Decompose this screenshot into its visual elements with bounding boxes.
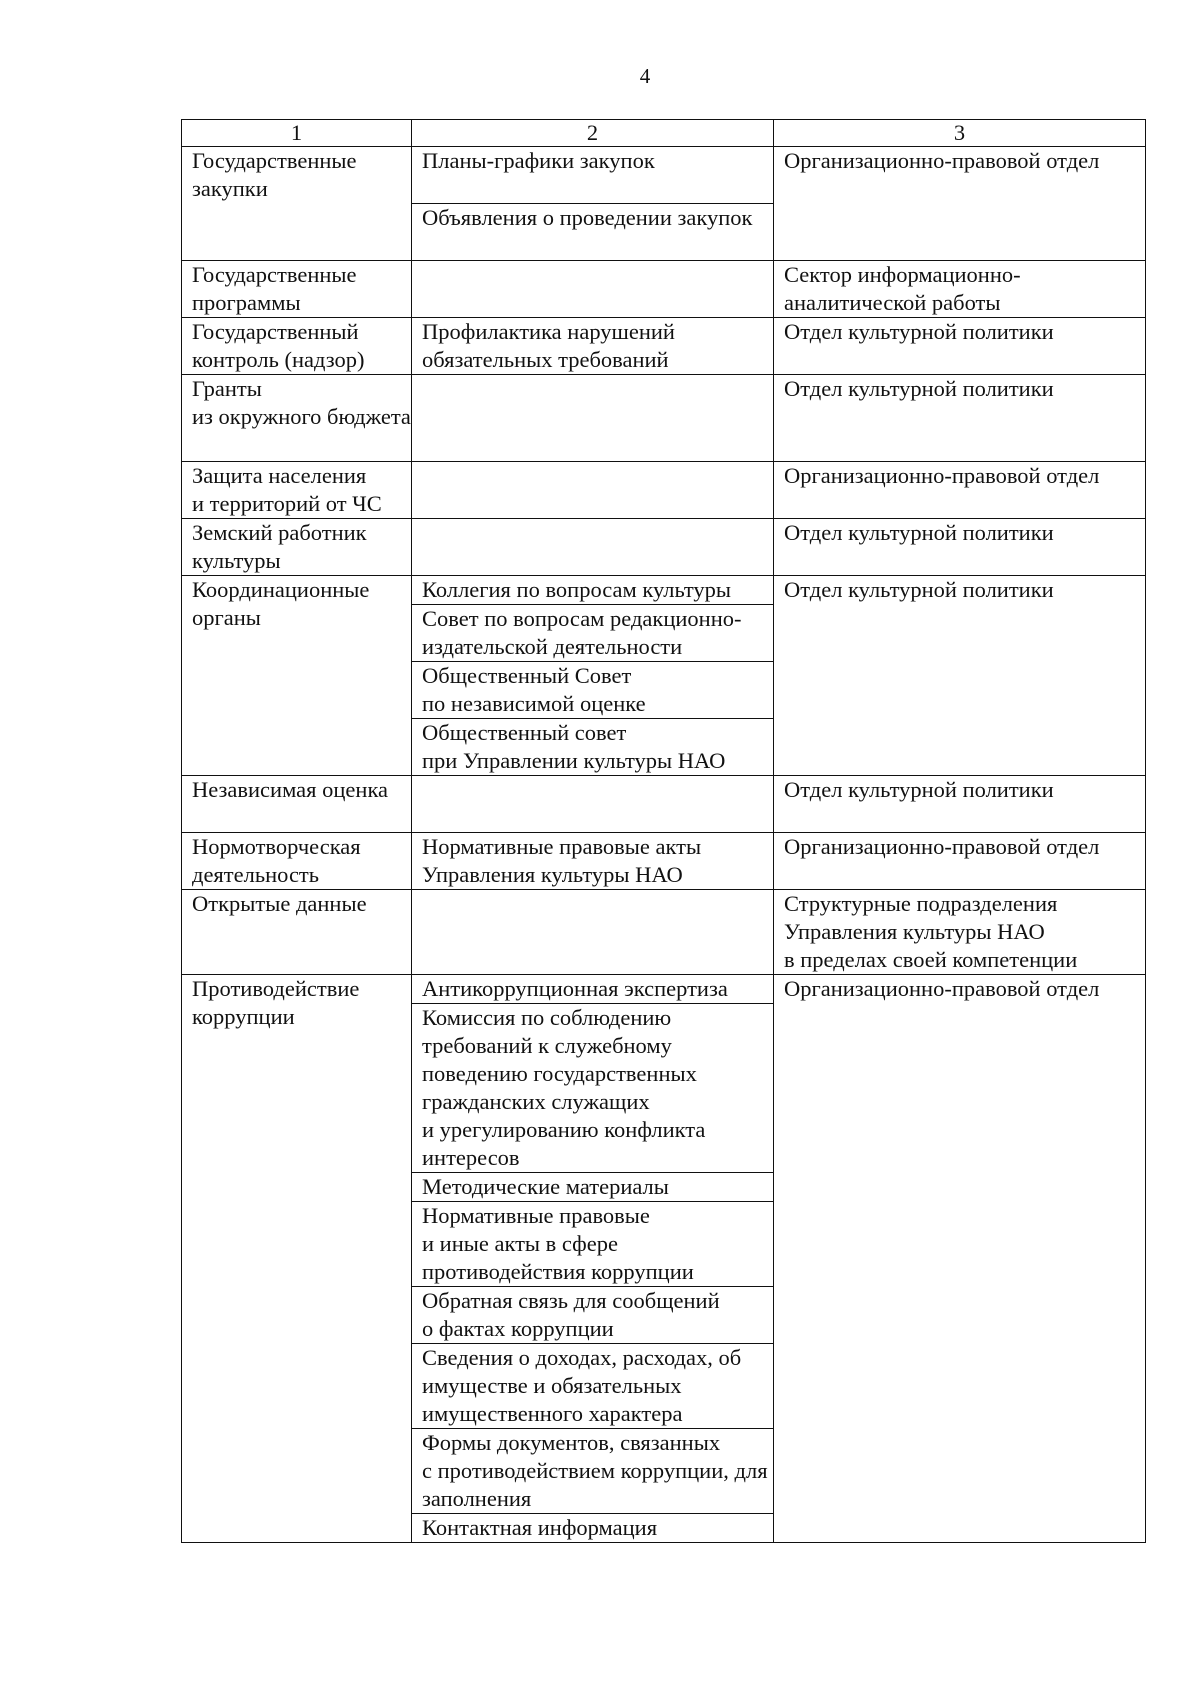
table-row — [182, 318, 1146, 375]
item-cell — [412, 519, 774, 576]
column-header: 1 — [182, 120, 412, 147]
responsible-cell: Отдел культурной политики — [774, 318, 1146, 375]
item-cell — [412, 375, 774, 462]
responsible-cell: Сектор информационно-аналитической работы — [774, 261, 1146, 318]
topic-cell: Противодействие коррупции — [182, 975, 412, 1543]
responsible-cell: Отдел культурной политики — [774, 776, 1146, 833]
table-row — [182, 519, 1146, 576]
responsible-cell: Организационно-правовой отдел — [774, 833, 1146, 890]
responsibility-table — [181, 119, 1146, 1543]
responsible-cell: Организационно-правовой отдел — [774, 147, 1146, 261]
topic-cell: Нормотворческая деятельность — [182, 833, 412, 890]
item-cell: Сведения о доходах, расходах, об имуществе и обязательных имущественного характера — [412, 1344, 774, 1429]
item-cell: Нормативные правовые акты Управления культуры НАО — [412, 833, 774, 890]
item-cell — [412, 462, 774, 519]
item-cell: Общественный совет при Управлении культуры НАО — [412, 719, 774, 776]
responsible-cell: Отдел культурной политики — [774, 576, 1146, 776]
topic-cell: Независимая оценка — [182, 776, 412, 833]
item-cell: Нормативные правовые и иные акты в сфере противодействия коррупции — [412, 1202, 774, 1287]
item-cell: Контактная информация — [412, 1514, 774, 1543]
item-cell — [412, 261, 774, 318]
item-cell — [412, 776, 774, 833]
item-cell: Методические материалы — [412, 1173, 774, 1202]
table-header-row — [182, 120, 1146, 147]
topic-cell: Защита населения и территорий от ЧС — [182, 462, 412, 519]
topic-cell: Открытые данные — [182, 890, 412, 975]
topic-cell: Государственный контроль (надзор) — [182, 318, 412, 375]
item-cell: Формы документов, связанных с противодействием коррупции, для заполнения — [412, 1429, 774, 1514]
topic-cell: Государственные закупки — [182, 147, 412, 261]
responsible-cell: Отдел культурной политики — [774, 519, 1146, 576]
table-row — [182, 261, 1146, 318]
table-row — [182, 462, 1146, 519]
table-row — [182, 147, 1146, 204]
responsible-cell: Структурные подразделения Управления культуры НАО в пределах своей компетенции — [774, 890, 1146, 975]
topic-cell: Государственные программы — [182, 261, 412, 318]
item-cell: Антикоррупционная экспертиза — [412, 975, 774, 1004]
responsible-cell: Организационно-правовой отдел — [774, 975, 1146, 1543]
item-cell: Коллегия по вопросам культуры — [412, 576, 774, 605]
item-cell: Общественный Совет по независимой оценке — [412, 662, 774, 719]
table-row — [182, 975, 1146, 1004]
column-header: 2 — [412, 120, 774, 147]
topic-cell: Земский работник культуры — [182, 519, 412, 576]
table-row — [182, 576, 1146, 605]
table-row — [182, 833, 1146, 890]
item-cell: Профилактика нарушений обязательных требований — [412, 318, 774, 375]
item-cell: Объявления о проведении закупок — [412, 204, 774, 261]
table-row — [182, 375, 1146, 462]
item-cell: Совет по вопросам редакционно-издательской деятельности — [412, 605, 774, 662]
responsible-cell: Отдел культурной политики — [774, 375, 1146, 462]
item-cell — [412, 890, 774, 975]
topic-cell: Гранты из окружного бюджета — [182, 375, 412, 462]
item-cell: Планы-графики закупок — [412, 147, 774, 204]
column-header: 3 — [774, 120, 1146, 147]
table-row — [182, 890, 1146, 975]
item-cell: Комиссия по соблюдению требований к служебному поведению государственных гражданских служащих и урегулированию конфликта интересов — [412, 1004, 774, 1173]
topic-cell: Координационные органы — [182, 576, 412, 776]
responsible-cell: Организационно-правовой отдел — [774, 462, 1146, 519]
item-cell: Обратная связь для сообщений о фактах коррупции — [412, 1287, 774, 1344]
page-number: 4 — [639, 64, 651, 88]
table-row — [182, 776, 1146, 833]
